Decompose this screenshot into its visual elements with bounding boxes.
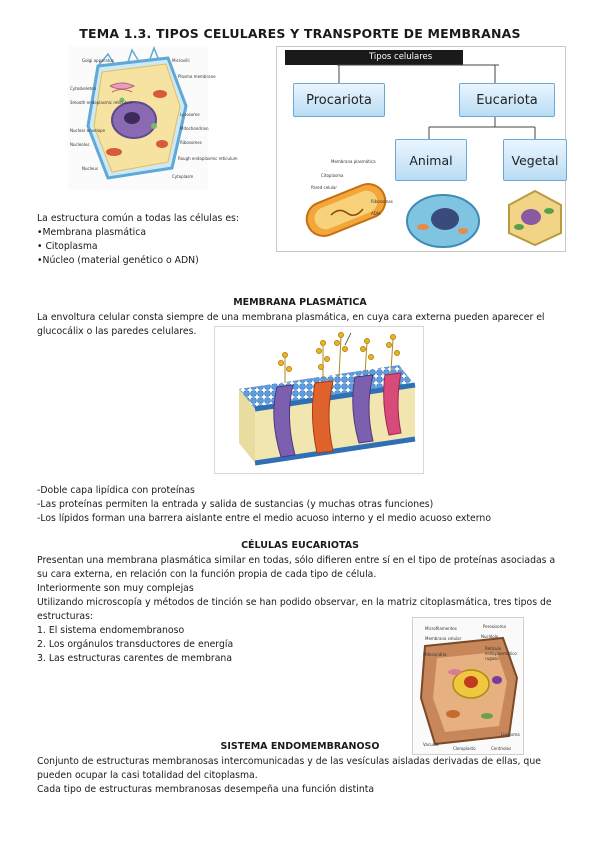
eukaryote-label: Cloroplasto: [453, 746, 476, 751]
plant-cell-small: [503, 187, 565, 249]
eucariotas-paragraph: Presentan una membrana plasmática similar en todas, sólo difieren entre sí en el tipo de proteínas asociadas a su cara externa, en relación con la función propia de cada tipo de célula.: [37, 555, 556, 580]
eukaryote-label: Vacuola: [423, 742, 439, 747]
eukaryote-label: Microfilamentos: [425, 626, 457, 631]
common-structure: [37, 212, 277, 268]
animal-box: Animal: [395, 139, 467, 181]
membrane-figure: [214, 326, 424, 474]
cell-label: Ribosomes: [180, 140, 202, 145]
eucariotas-line: Interiormente son muy complejas: [37, 583, 194, 594]
cell-label: Smooth endoplasmic reticulum: [70, 100, 133, 105]
endomembranoso-paragraph: Conjunto de estructuras membranosas intercomunicadas y de las vesículas aisladas derivadas de ellas, que pueden ocupar la casi totalidad del citoplasma.: [37, 756, 541, 781]
membrane-illustration: [215, 327, 425, 475]
common-structure-item: •Membrana plasmática: [37, 227, 147, 238]
eukaryote-label: Lisosoma: [501, 732, 520, 737]
bacteria-label: ADN: [371, 211, 380, 216]
bacteria-label: Pared celular: [311, 185, 338, 190]
membrana-bullets: [37, 484, 577, 526]
cell-label: Plasma membrane: [178, 74, 216, 79]
eucariotas-list-item: 1. El sistema endomembranoso: [37, 625, 185, 636]
cell-label: Cytoplasm: [172, 174, 194, 179]
cell-label: Cytoskeleton: [70, 86, 97, 91]
eucariotas-block: [37, 554, 567, 624]
section-heading-membrana: MEMBRANA PLASMÁTICA: [233, 297, 367, 308]
eukaryote-figure: [412, 617, 524, 755]
cell-label: Lysosome: [180, 112, 200, 117]
animal-cell-figure: [68, 46, 238, 190]
diagram-header: Tipos celulares: [285, 50, 463, 65]
eukaryote-label: Mitocondria: [423, 652, 447, 657]
eukaryote-label: Retículo endoplasmático rugoso: [485, 646, 517, 661]
membrana-paragraph: La envoltura celular consta siempre de una membrana plasmática, en cuya cara externa pueden aparecer el glucocálix o las paredes celulares.: [37, 312, 545, 337]
membrana-bullet: -Doble capa lipídica con proteínas: [37, 485, 195, 496]
endomembranoso-line: Cada tipo de estructuras membranosas desempeña una función distinta: [37, 784, 375, 795]
eucariotas-line: Utilizando microscopía y métodos de tinción se han podido observar, en la matriz citoplasmática, tres tipos de estructuras:: [37, 597, 552, 622]
eucariotas-list-item: 2. Los orgánulos transductores de energía: [37, 639, 234, 650]
eukaryote-label: Centriolos: [491, 746, 512, 751]
procariota-box: Procariota: [293, 83, 385, 117]
eucariotas-list-item: 3. Las estructuras carentes de membrana: [37, 653, 233, 664]
membrana-bullet: -Las proteínas permiten la entrada y salida de sustancias (y muchas otras funciones): [37, 499, 434, 510]
cell-label: Nucleus: [82, 166, 98, 171]
endomembranoso-block: [37, 755, 567, 797]
cell-label: Rough endoplasmic reticulum: [178, 156, 238, 161]
vegetal-box: Vegetal: [503, 139, 567, 181]
cell-label: Mitochondrion: [180, 126, 209, 131]
page-title: TEMA 1.3. TIPOS CELULARES Y TRANSPORTE DE MEMBRANAS: [79, 26, 521, 41]
eukaryote-label: Peroxisoma: [483, 624, 506, 629]
section-heading-endomembranoso: SISTEMA ENDOMEMBRANOSO: [220, 741, 380, 752]
eucariotas-list: [37, 624, 337, 666]
cell-label: Nuclear envelope: [70, 128, 106, 133]
animal-cell-small: [403, 191, 483, 251]
bacteria-illustration: [297, 157, 407, 237]
bacteria-label: Citoplasma: [321, 173, 344, 178]
cell-label: Golgi apparatus: [82, 58, 114, 63]
cell-label: Nucleolus: [70, 142, 90, 147]
cell-types-diagram: [276, 46, 566, 252]
eukaryote-label: Membrana celular: [425, 636, 462, 641]
bacteria-label: Membrana plasmática: [331, 159, 376, 164]
common-structure-intro: La estructura común a todas las células es:: [37, 213, 240, 224]
membrana-bullet: -Los lípidos forman una barrera aislante entre el medio acuoso interno y el medio acuoso externo: [37, 513, 492, 524]
common-structure-item: • Citoplasma: [37, 241, 98, 252]
section-heading-eucariotas: CÉLULAS EUCARIOTAS: [241, 540, 359, 551]
eucariota-box: Eucariota: [459, 83, 555, 117]
cell-label: Microvilli: [172, 58, 190, 63]
common-structure-item: •Núcleo (material genético o ADN): [37, 255, 199, 266]
bacteria-label: Ribosomas: [371, 199, 393, 204]
eukaryote-label: Nucléolo: [481, 634, 499, 639]
